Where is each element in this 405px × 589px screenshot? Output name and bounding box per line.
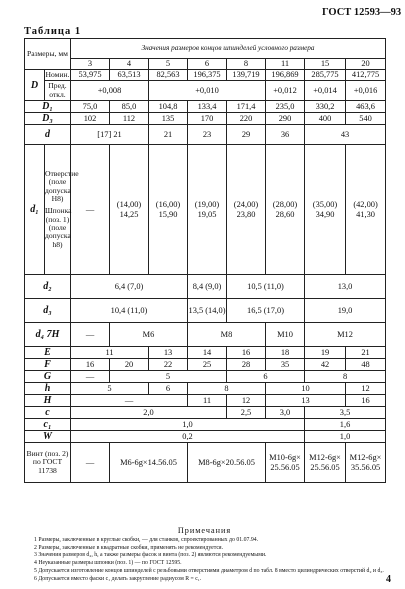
c-value: 3,5 <box>305 407 386 419</box>
E-value: 14 <box>188 347 227 359</box>
h-value: 6 <box>149 383 188 395</box>
E-value: 16 <box>227 347 266 359</box>
H-value: 16 <box>346 395 386 407</box>
note-item: 1 Размеры, заключенные в круглые скобки, — для станков, спроектированных до 01.07.94. <box>34 536 259 543</box>
E-value: 13 <box>149 347 188 359</box>
screw-value: M12-6g× 35.56.05 <box>346 443 386 483</box>
screw-value: M12-6g× 25.56.05 <box>305 443 346 483</box>
d1-dash: — <box>71 145 110 275</box>
d1-value: (19,00) 19,05 <box>188 145 227 275</box>
h-value: 5 <box>71 383 149 395</box>
row-label-c1: c₁ <box>25 419 71 431</box>
d4-value: M6 <box>110 323 188 347</box>
F-value: 16 <box>71 359 110 371</box>
h-value: 8 <box>188 383 266 395</box>
row-label-G: G <box>25 371 71 383</box>
D1-value: 330,2 <box>305 101 346 113</box>
c-value: 2,0 <box>71 407 227 419</box>
D3-value: 135 <box>149 113 188 125</box>
spindle-dimensions-table <box>24 38 385 522</box>
row-label-F: F <box>25 359 71 371</box>
notes-section <box>24 526 385 584</box>
d-value: 21 <box>149 125 188 145</box>
D-deviation: +0,008 <box>71 81 149 101</box>
d1-sub-labels <box>45 145 79 275</box>
d2-value: 8,4 (9,0) <box>188 275 227 299</box>
D-deviation: +0,010 <box>149 81 266 101</box>
d3-value: 13,5 (14,0) <box>188 299 227 323</box>
d2-value: 6,4 (7,0) <box>71 275 188 299</box>
row-label-D3: D₃ <box>25 113 71 125</box>
d-value: 43 <box>305 125 386 145</box>
D1-value: 235,0 <box>266 101 305 113</box>
d4-dash: — <box>71 323 110 347</box>
D1-value: 133,4 <box>188 101 227 113</box>
W-value: 0,2 <box>71 431 305 443</box>
H-value: 13 <box>266 395 346 407</box>
d1-value: (28,00) 28,60 <box>266 145 305 275</box>
D3-value: 220 <box>227 113 266 125</box>
row-label-D: D <box>25 70 45 101</box>
note-item: 3 Значения размеров d₄, h, а также размеры фасок и винта (поз. 2) являются рекомендуемыми. <box>34 552 267 559</box>
D-nominal: 63,513 <box>110 70 149 81</box>
row-label-d3: d₃ <box>25 299 71 323</box>
H-value: 11 <box>188 395 227 407</box>
D3-value: 400 <box>305 113 346 125</box>
screw-value: M10-6g× 25.56.05 <box>266 443 305 483</box>
h-value: 10 <box>266 383 346 395</box>
D1-value: 104,8 <box>149 101 188 113</box>
screw-dash: — <box>71 443 110 483</box>
d4-value: M12 <box>305 323 386 347</box>
E-value: 19 <box>305 347 346 359</box>
c1-value: 1,6 <box>305 419 386 431</box>
row-label-D1: D₁ <box>25 101 71 113</box>
row-label-W: W <box>25 431 71 443</box>
D1-value: 75,0 <box>71 101 110 113</box>
c-value: 2,5 <box>227 407 266 419</box>
document-code: ГОСТ 12593—93 <box>322 7 402 18</box>
d1-value: (24,00) 23,80 <box>227 145 266 275</box>
E-value: 21 <box>346 347 386 359</box>
F-value: 28 <box>227 359 266 371</box>
row-label-H: H <box>25 395 71 407</box>
screw-label: Винт (поз. 2) по ГОСТ 11738 <box>25 443 71 483</box>
D-nominal: 285,775 <box>305 70 346 81</box>
row-label-c: c <box>25 407 71 419</box>
size-col: 3 <box>71 59 110 70</box>
F-value: 25 <box>188 359 227 371</box>
W-value: 1,0 <box>305 431 386 443</box>
d2-value: 13,0 <box>305 275 386 299</box>
d1-value: (35,00) 34,90 <box>305 145 346 275</box>
d1-key-label: Шпонка (поз. 1) (поле допуска h8) <box>45 206 72 249</box>
F-value: 35 <box>266 359 305 371</box>
c-value: 3,0 <box>266 407 305 419</box>
c1-value: 1,0 <box>71 419 305 431</box>
D-deviation: +0,012 <box>266 81 305 101</box>
D1-value: 85,0 <box>110 101 149 113</box>
D-deviation: +0,016 <box>346 81 386 101</box>
D-nominal: 53,975 <box>71 70 110 81</box>
note-item: 4 Неуказанные размеры шпонки (поз. 1) — по ГОСТ 12595. <box>34 560 182 567</box>
D-deviation: +0,014 <box>305 81 346 101</box>
d3-value: 10,4 (11,0) <box>71 299 188 323</box>
size-col: 20 <box>346 59 386 70</box>
size-col: 15 <box>305 59 346 70</box>
G-dash: — <box>71 371 110 383</box>
d1-value: (14,00) 14,25 <box>110 145 149 275</box>
d1-value: (16,00) 15,90 <box>149 145 188 275</box>
D-nominal: 196,869 <box>266 70 305 81</box>
row-label-d: d <box>25 125 71 145</box>
F-value: 42 <box>305 359 346 371</box>
row-label-d1: d₁ <box>25 145 45 275</box>
row-label-E: E <box>25 347 71 359</box>
D1-value: 171,4 <box>227 101 266 113</box>
H-dash: — <box>71 395 188 407</box>
notes-heading: Примечания <box>177 526 232 535</box>
size-col: 4 <box>110 59 149 70</box>
D-nominal: 82,563 <box>149 70 188 81</box>
D1-value: 463,6 <box>346 101 386 113</box>
note-item: 2 Размеры, заключенные в квадратные скобки, применять не рекомендуется. <box>34 544 224 551</box>
note-item: 6 Допускается вместо фаски c₁ делать закругление радиусом R = c₁. <box>34 575 202 582</box>
G-value: 5 <box>110 371 227 383</box>
size-col: 11 <box>266 59 305 70</box>
d4-value: M10 <box>266 323 305 347</box>
d4-value: M8 <box>188 323 266 347</box>
D-nominal: 139,719 <box>227 70 266 81</box>
size-col: 5 <box>149 59 188 70</box>
D3-value: 102 <box>71 113 110 125</box>
row-label-d4: d₄ 7H <box>25 323 71 347</box>
D-nominal: 196,375 <box>188 70 227 81</box>
d3-value: 19,0 <box>305 299 386 323</box>
d-value: 29 <box>227 125 266 145</box>
d-value: 36 <box>266 125 305 145</box>
note-item: 5 Допускается изготовление концов шпинделей с резьбовыми отверстиями диаметром d по табл. 8 вместо цилиндрических отверстий d₂ и d₃. <box>34 567 384 574</box>
G-value: 6 <box>227 371 305 383</box>
F-value: 22 <box>149 359 188 371</box>
deviation-label: Пред. откл. <box>45 81 71 101</box>
column-group-header: Значения размеров концов шпинделей условного размера <box>71 39 386 59</box>
d-value: 23 <box>188 125 227 145</box>
E-value: 18 <box>266 347 305 359</box>
D3-value: 112 <box>110 113 149 125</box>
d2-value: 10,5 (11,0) <box>227 275 305 299</box>
size-col: 8 <box>227 59 266 70</box>
D-nominal: 412,775 <box>346 70 386 81</box>
screw-value: M6-6g×14.56.05 <box>110 443 188 483</box>
row-label-d2: d₂ <box>25 275 71 299</box>
E-value: 11 <box>71 347 149 359</box>
D3-value: 540 <box>346 113 386 125</box>
D3-value: 170 <box>188 113 227 125</box>
row-label-h: h <box>25 383 71 395</box>
F-value: 20 <box>110 359 149 371</box>
page-number: 4 <box>386 574 391 585</box>
F-value: 48 <box>346 359 386 371</box>
d1-value: (42,00) 41,30 <box>346 145 386 275</box>
H-value: 12 <box>227 395 266 407</box>
screw-value: M8-6g×20.56.05 <box>188 443 266 483</box>
size-header: Размеры, мм <box>25 39 71 70</box>
h-value: 12 <box>346 383 386 395</box>
d-value: [17] 21 <box>71 125 149 145</box>
size-col: 6 <box>188 59 227 70</box>
D3-value: 290 <box>266 113 305 125</box>
G-value: 8 <box>305 371 386 383</box>
table-title: Таблица 1 <box>24 26 82 37</box>
d3-value: 16,5 (17,0) <box>227 299 305 323</box>
d1-hole-label: Отверстие (поле допуска H8) <box>45 168 79 203</box>
nominal-label: Номин. <box>45 69 70 79</box>
